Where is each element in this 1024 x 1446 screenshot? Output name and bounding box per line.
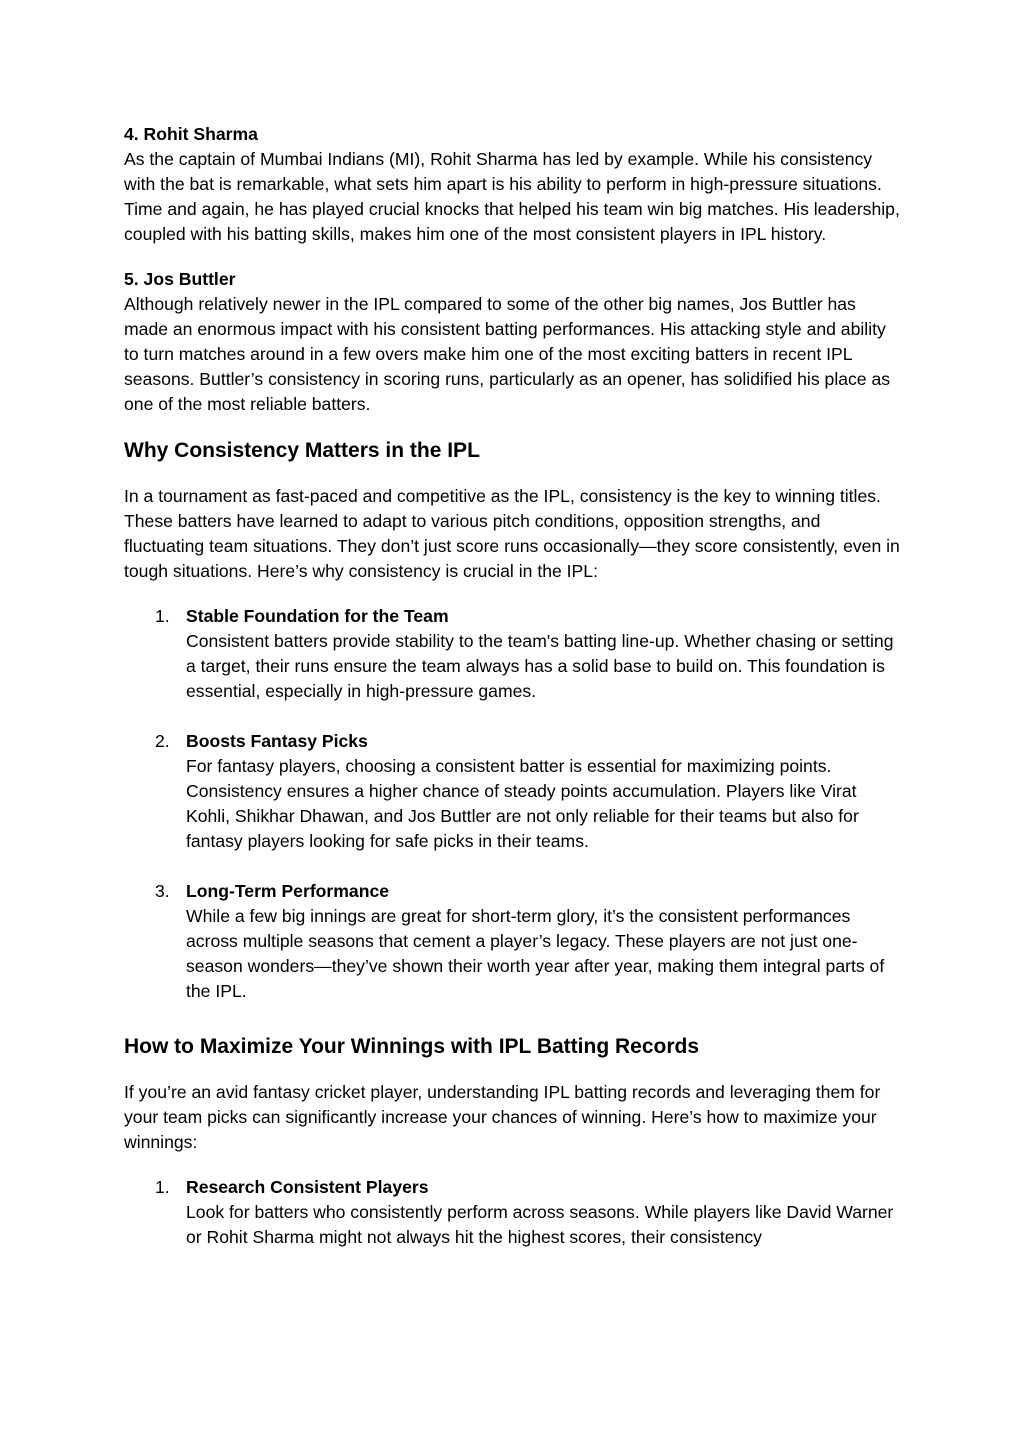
player-title: 4. Rohit Sharma	[124, 124, 258, 144]
document-page	[124, 122, 904, 1275]
winning-tips-list	[124, 1175, 904, 1250]
list-item	[124, 879, 904, 1004]
list-number: 2.	[155, 731, 170, 751]
player-entry-jos-buttler	[124, 267, 904, 417]
list-item-body: Look for batters who consistently perform across seasons. While players like David Warner or Rohit Sharma might not always hit the highest scores, their consistency	[186, 1202, 894, 1247]
player-description: As the captain of Mumbai Indians (MI), Rohit Sharma has led by example. While his consistency with the bat is remarkable, what sets him apart is his ability to perform in high-pressure situations. Time and again, he has played crucial knocks that helped his team win big matches. His leadership, coupled with his batting skills, makes him one of the most consistent players in IPL history.	[124, 149, 900, 244]
list-item-title: Boosts Fantasy Picks	[186, 731, 368, 751]
list-item	[124, 604, 904, 704]
section-heading-why-consistency: Why Consistency Matters in the IPL	[124, 439, 480, 462]
list-item-title: Research Consistent Players	[186, 1177, 429, 1197]
player-entry-rohit-sharma	[124, 122, 904, 247]
list-item	[124, 729, 904, 854]
list-item-body: Consistent batters provide stability to the team's batting line-up. Whether chasing or setting a target, their runs ensure the team always has a solid base to build on. This foundation is essential, especially in high-pressure games.	[186, 631, 894, 701]
list-item-title: Long-Term Performance	[186, 881, 390, 901]
list-number: 3.	[155, 881, 170, 901]
section-intro: In a tournament as fast-paced and competitive as the IPL, consistency is the key to winning titles. These batters have learned to adapt to various pitch conditions, opposition strengths, and fluctuating team situations. They don’t just score runs occasionally—they score consistently, even in tough situations. Here’s why consistency is crucial in the IPL:	[124, 486, 900, 581]
section-heading-maximize-winnings: How to Maximize Your Winnings with IPL Batting Records	[124, 1035, 700, 1058]
list-number: 1.	[155, 1177, 170, 1197]
list-item-body: For fantasy players, choosing a consistent batter is essential for maximizing points. Consistency ensures a higher chance of steady points accumulation. Players like Virat Kohli, Shikhar Dhawan, and Jos Buttler are not only reliable for their teams but also for fantasy players looking for safe picks in their teams.	[186, 756, 859, 851]
consistency-reasons-list	[124, 604, 904, 1004]
list-item-title: Stable Foundation for the Team	[186, 606, 449, 626]
player-description: Although relatively newer in the IPL compared to some of the other big names, Jos Buttler has made an enormous impact with his consistent batting performances. His attacking style and ability to turn matches around in a few overs make him one of the most exciting batters in recent IPL seasons. Buttler’s consistency in scoring runs, particularly as an opener, has solidified his place as one of the most reliable batters.	[124, 294, 891, 414]
list-item	[124, 1175, 904, 1250]
list-number: 1.	[155, 606, 170, 626]
list-item-body: While a few big innings are great for short-term glory, it’s the consistent performances across multiple seasons that cement a player’s legacy. These players are not just one-season wonders—they’ve shown their worth year after year, making them integral parts of the IPL.	[186, 906, 885, 1001]
section-intro: If you’re an avid fantasy cricket player, understanding IPL batting records and leveraging them for your team picks can significantly increase your chances of winning. Here’s how to maximize your winnings:	[124, 1082, 881, 1152]
player-title: 5. Jos Buttler	[124, 269, 236, 289]
